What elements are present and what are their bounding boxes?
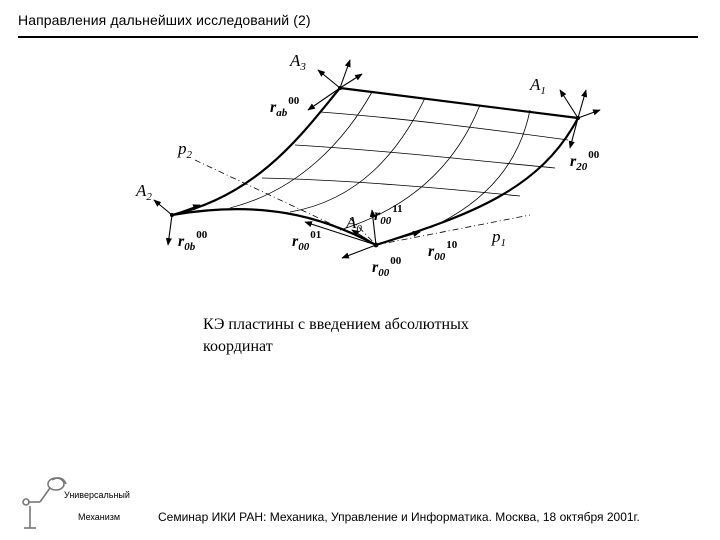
axes-dashdot [195, 160, 530, 245]
label-r-20-00: $r_{20}^{00}$ [570, 149, 600, 173]
logo-text-line-1: Универсальный [64, 490, 130, 500]
logo-text-line-2: Механизм [78, 512, 121, 522]
label-r-00-01: $r_{00}^{01}$ [292, 229, 322, 253]
label-r-00-00: $r_{00}^{00}$ [372, 255, 402, 279]
plate-edge-left [172, 88, 340, 215]
label-A0: $A_0$ [346, 213, 362, 235]
label-r-0b-00: $r_{0b}^{00}$ [178, 229, 208, 253]
caption-line-2: координат [203, 338, 273, 355]
label-r-00-11: $r_{00}^{11}$ [374, 203, 403, 227]
label-A1: $A_1$ [530, 75, 546, 97]
footer-seminar-text: Семинар ИКИ РАН: Механика, Управление и Информатика. Москва, 18 октября 2001г. [158, 510, 640, 524]
label-A3: $A_3$ [290, 51, 306, 73]
diagram-caption [203, 314, 563, 358]
universal-mechanism-logo-icon [18, 472, 74, 532]
label-p2: $p_2$ [178, 139, 192, 161]
label-r-ab-00: $r_{ab}^{00}$ [270, 95, 300, 119]
label-p1: $p_1$ [492, 227, 506, 249]
slide-title: Направления дальнейших исследований (2) [18, 12, 311, 28]
caption-line-1: КЭ пластины с введением абсолютных [203, 316, 469, 333]
label-A2: $A_2$ [136, 181, 152, 203]
label-r-00-10: $r_{00}^{10}$ [428, 239, 458, 263]
